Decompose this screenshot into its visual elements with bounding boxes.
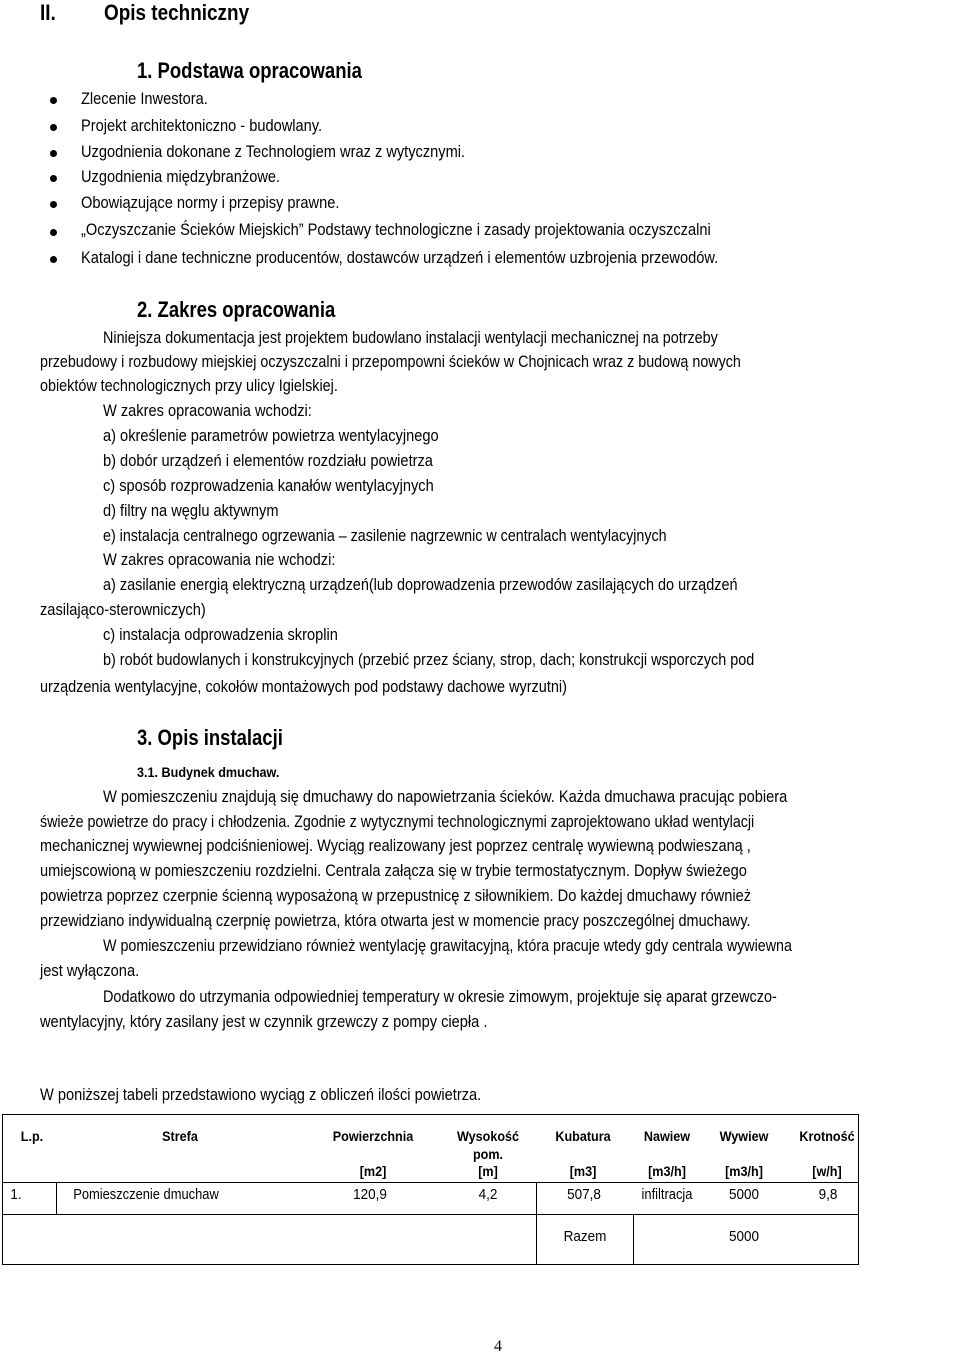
column-header: Kubatura (555, 1128, 611, 1144)
includes-item: c) sposób rozprowadzenia kanałów wentylacyjnych (103, 476, 434, 495)
column-header: Krotność (799, 1128, 855, 1144)
list-item-text: Uzgodnienia dokonane z Technologiem wraz z wytycznymi. (81, 142, 466, 161)
bullet-dot-icon (50, 229, 57, 236)
column-header: L.p. (20, 1128, 44, 1144)
subsection-heading: 3.1. Budynek dmuchaw. (137, 764, 280, 780)
paragraph-line: jest wyłączona. (40, 961, 140, 980)
paragraph-line: Niniejsza dokumentacja jest projektem budowlano instalacji wentylacji mechanicznej na potrzeby (103, 328, 718, 347)
excludes-item: c) instalacja odprowadzenia skroplin (103, 625, 338, 644)
table-intro: W poniższej tabeli przedstawiono wyciąg z obliczeń ilości powietrza. (40, 1085, 482, 1104)
includes-item: b) dobór urządzeń i elementów rozdziału powietrza (103, 451, 433, 470)
table-border (633, 1214, 634, 1265)
paragraph-line: wentylacyjny, który zasilany jest w czynnik grzewczy z pompy ciepła . (40, 1012, 488, 1031)
table-border (2, 1182, 859, 1183)
excludes-item: a) zasilanie energią elektryczną urządzeń(lub doprowadzenia przewodów zasilających do urządzeń (103, 575, 738, 594)
includes-item: d) filtry na węglu aktywnym (103, 501, 279, 520)
list-item-text: Zlecenie Inwestora. (81, 89, 208, 108)
bullet-dot-icon (50, 150, 57, 157)
table-cell: 507,8 (567, 1186, 601, 1203)
table-cell: Pomieszczenie dmuchaw (73, 1186, 219, 1203)
table-cell: 120,9 (353, 1186, 387, 1203)
paragraph-line: przewidziano indywidualną czerpnię powietrza, która otwarta jest w momencie pracy poszczególnej dmuchawy. (40, 911, 751, 930)
list-item-text: Katalogi i dane techniczne producentów, dostawców urządzeń i elementów uzbrojenia przewodów. (81, 248, 719, 267)
bullet-dot-icon (50, 201, 57, 208)
table-cell: 4,2 (478, 1186, 498, 1203)
table-border (56, 1182, 57, 1215)
includes-item: a) określenie parametrów powietrza wentylacyjnego (103, 426, 439, 445)
column-unit: [w/h] (812, 1163, 842, 1179)
column-unit: [m3] (569, 1163, 597, 1179)
total-value: 5000 (728, 1228, 760, 1245)
paragraph-line: Dodatkowo do utrzymania odpowiedniej temperatury w okresie zimowym, projektuje się aparat grzewczo- (103, 987, 777, 1006)
page-number: 4 (494, 1338, 502, 1355)
column-header: Wywiew (719, 1128, 769, 1144)
table-border (536, 1182, 537, 1265)
paragraph-line: W pomieszczeniu znajdują się dmuchawy do napowietrzania ścieków. Każda dmuchawa pracując pobiera (103, 787, 788, 806)
page-title: Opis techniczny (104, 0, 250, 25)
table-cell: 5000 (728, 1186, 760, 1203)
section-1-heading: 1. Podstawa opracowania (137, 58, 362, 83)
bullet-dot-icon (50, 256, 57, 263)
column-unit: [m2] (359, 1163, 387, 1179)
paragraph-line: mechanicznej wywiewnej podciśnieniowej. Wyciąg realizowany jest poprzez centralę wywiewną podwieszaną , (40, 836, 751, 855)
paragraph-line: powietrza poprzez czerpnie ścienną wyposażoną w przepustnicę z siłownikiem. Do każdej dmuchawy również (40, 886, 752, 905)
column-unit: [m3/h] (648, 1163, 686, 1179)
bullet-dot-icon (50, 97, 57, 104)
table-cell: 9,8 (818, 1186, 838, 1203)
table-cell: 1. (10, 1186, 22, 1203)
column-header: Strefa (162, 1128, 198, 1144)
includes-label: W zakres opracowania wchodzi: (103, 401, 312, 420)
list-item-text: Projekt architektoniczno - budowlany. (81, 116, 323, 135)
column-header: Wysokość (456, 1128, 520, 1144)
table-border-bottom (2, 1264, 859, 1265)
section-number: II. (40, 0, 56, 25)
section-3-heading: 3. Opis instalacji (137, 725, 283, 750)
excludes-label: W zakres opracowania nie wchodzi: (103, 550, 336, 569)
bullet-dot-icon (50, 124, 57, 131)
column-unit: [m3/h] (725, 1163, 763, 1179)
includes-item: e) instalacja centralnego ogrzewania – zasilenie nagrzewnic w centralach wentylacyjnych (103, 526, 667, 545)
list-item-text: „Oczyszczanie Ścieków Miejskich” Podstawy technologiczne i zasady projektowania oczyszczalni (81, 220, 711, 239)
excludes-item: b) robót budowlanych i konstrukcyjnych (przebić przez ściany, strop, dach; konstrukcji wsporczych pod (103, 650, 755, 669)
paragraph-line: obiektów technologicznych przy ulicy Igielskiej. (40, 376, 338, 395)
paragraph-line: świeże powietrze do pracy i chłodzenia. Zgodnie z wytycznymi technologicznymi zaprojektowano układ wentylacji (40, 812, 755, 831)
bullet-dot-icon (50, 175, 57, 182)
table-border (2, 1214, 859, 1215)
excludes-item-continuation: urządzenia wentylacyjne, cokołów montażowych pod podstawy dachowe wyrzutni) (40, 677, 567, 696)
paragraph-line: przebudowy i rozbudowy miejskiej oczyszczalni i przepompowni ścieków w Chojnicach wraz z budową nowych (40, 352, 741, 371)
paragraph-line: W pomieszczeniu przewidziano również wentylację grawitacyjną, która pracuje wtedy gdy centrala wywiewna (103, 936, 792, 955)
table-cell: infiltracja (641, 1186, 693, 1203)
excludes-item-continuation: zasilająco-sterowniczych) (40, 600, 206, 619)
total-label: Razem (563, 1228, 607, 1245)
column-header: Nawiew (643, 1128, 691, 1144)
table-border-top (2, 1114, 859, 1115)
column-header-continuation: pom. (472, 1146, 504, 1162)
list-item-text: Uzgodnienia międzybranżowe. (81, 167, 281, 186)
paragraph-line: umiejscowioną w pomieszczeniu rozdzielni. Centrala załącza się w trybie termostatycznym. Dopływ świeżego (40, 861, 747, 880)
column-header: Powierzchnia (332, 1128, 414, 1144)
section-2-heading: 2. Zakres opracowania (137, 297, 336, 322)
list-item-text: Obowiązujące normy i przepisy prawne. (81, 193, 340, 212)
column-unit: [m] (478, 1163, 498, 1179)
